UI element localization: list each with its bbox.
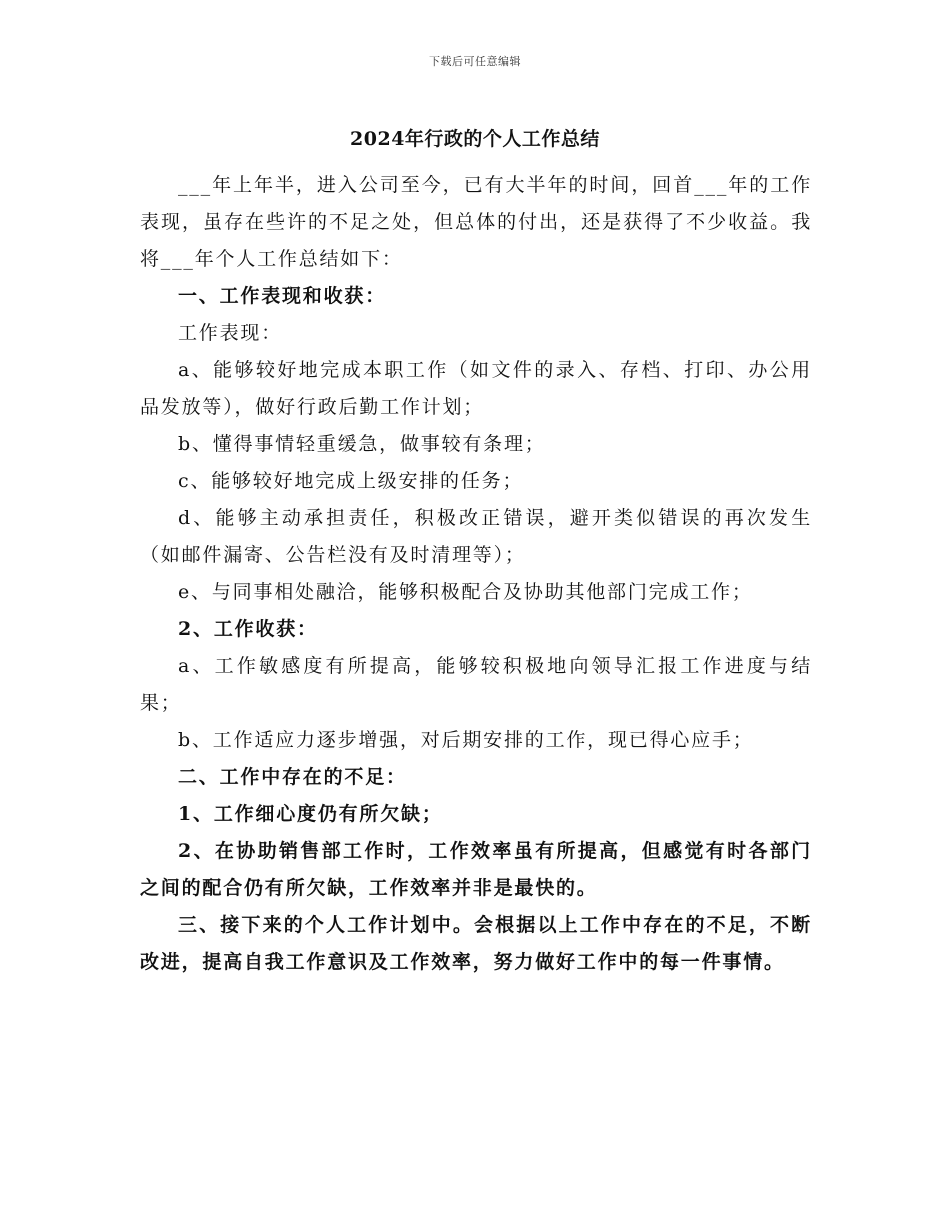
subheading: 工作表现： [178,322,283,344]
section-heading: 二、工作中存在的不足： [178,766,407,788]
section-heading: 2、工作收获： [178,618,318,640]
list-item: a、工作敏感度有所提高，能够较积极地向领导汇报工作进度与结果； [140,655,812,714]
list-item: e、与同事相处融洽，能够积极配合及协助其他部门完成工作； [178,581,753,603]
list-item: 2、在协助销售部工作时，工作效率虽有所提高，但感觉有时各部门之间的配合仍有所欠缺，工作效率并非是最快的。 [140,840,812,899]
document-body [140,167,812,981]
list-item: 1、工作细心度仍有所欠缺； [178,803,443,825]
document-title: 2024年行政的个人工作总结 [350,128,600,150]
list-item: d、能够主动承担责任，积极改正错误，避开类似错误的再次发生（如邮件漏寄、公告栏没有及时清理等）； [140,507,812,566]
list-item: a、能够较好地完成本职工作（如文件的录入、存档、打印、办公用品发放等），做好行政后勤工作计划； [140,359,812,418]
section-heading: 一、工作表现和收获： [178,285,387,307]
list-item: b、懂得事情轻重缓急，做事较有条理； [178,433,546,455]
section-heading: 三、接下来的个人工作计划中。会根据以上工作中存在的不足，不断改进，提高自我工作意识及工作效率，努力做好工作中的每一件事情。 [140,914,812,973]
list-item: b、工作适应力逐步增强，对后期安排的工作，现已得心应手； [178,729,754,751]
paragraph: ___年上年半，进入公司至今，已有大半年的时间，回首___年的工作表现，虽存在些许的不足之处，但总体的付出，还是获得了不少收益。我将___年个人工作总结如下： [140,174,812,270]
header-note: 下载后可任意编辑 [429,55,521,68]
list-item: c、能够较好地完成上级安排的任务； [178,470,524,492]
